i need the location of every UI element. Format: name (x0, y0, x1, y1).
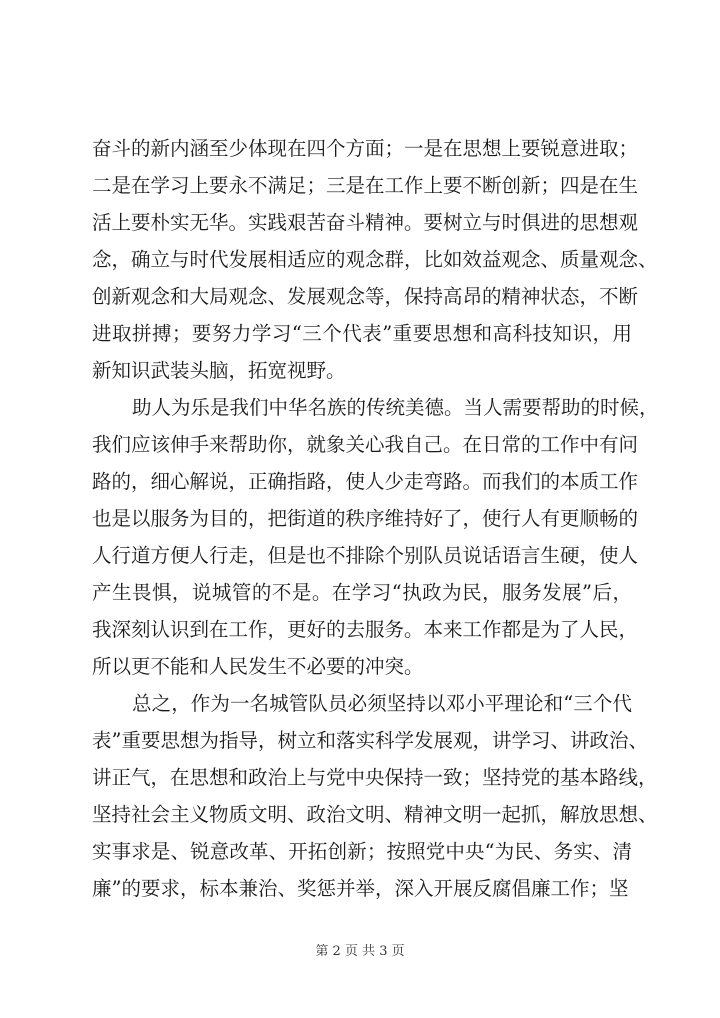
text-line: 二是在学习上要永不满足；三是在工作上要不断创新；四是在生 (92, 174, 639, 197)
text-line: 坚持社会主义物质文明、政治文明、精神文明一起抓，解放思想、 (92, 803, 658, 826)
paragraph (92, 389, 659, 685)
text-line: 人行道方便人行走，但是也不排除个别队员说话语言生硬，使人 (92, 544, 639, 567)
paragraph (92, 685, 658, 907)
text-line: 也是以服务为目的，把街道的秩序维持好了，使行人有更顺畅的 (92, 507, 639, 530)
text-line: 进取拼搏；要努力学习“三个代表”重要思想和高科技知识，用 (92, 322, 632, 345)
text-line: 我深刻认识到在工作，更好的去服务。本来工作都是为了人民， (92, 618, 639, 641)
text-line: 总之，作为一名城管队员必须坚持以邓小平理论和“三个代 (132, 692, 632, 715)
text-line: 创新观念和大局观念、发展观念等，保持高昂的精神状态，不断 (92, 285, 639, 308)
text-line: 念，确立与时代发展相适应的观念群，比如效益观念、质量观念、 (92, 248, 658, 271)
text-line: 廉”的要求，标本兼治、奖惩并举，深入开展反腐倡廉工作；坚 (92, 877, 629, 900)
text-line: 助人为乐是我们中华名族的传统美德。当人需要帮助的时候， (132, 396, 659, 419)
paragraph (92, 130, 658, 389)
text-line: 我们应该伸手来帮助你，就象关心我自己。在日常的工作中有问 (92, 433, 639, 456)
text-line: 新知识武装头脑，拓宽视野。 (92, 359, 346, 382)
text-line: 表”重要思想为指导，树立和落实科学发展观，讲学习、讲政治、 (92, 729, 648, 752)
text-line: 实事求是、锐意改革、开拓创新；按照党中央“为民、务实、清 (92, 840, 632, 863)
text-line: 活上要朴实无华。实践艰苦奋斗精神。要树立与时俱进的思想观 (92, 211, 639, 234)
text-line: 产生畏惧，说城管的不是。在学习“执政为民，服务发展”后， (92, 581, 632, 604)
page-footer: 第 2 页 共 3 页 (315, 944, 405, 959)
text-line: 所以更不能和人民发生不必要的冲突。 (92, 655, 424, 678)
document-body (92, 130, 659, 907)
text-line: 讲正气，在思想和政治上与党中央保持一致；坚持党的基本路线， (92, 766, 658, 789)
text-line: 路的，细心解说，正确指路，使人少走弯路。而我们的本质工作 (92, 470, 639, 493)
text-line: 奋斗的新内涵至少体现在四个方面；一是在思想上要锐意进取； (92, 137, 639, 160)
